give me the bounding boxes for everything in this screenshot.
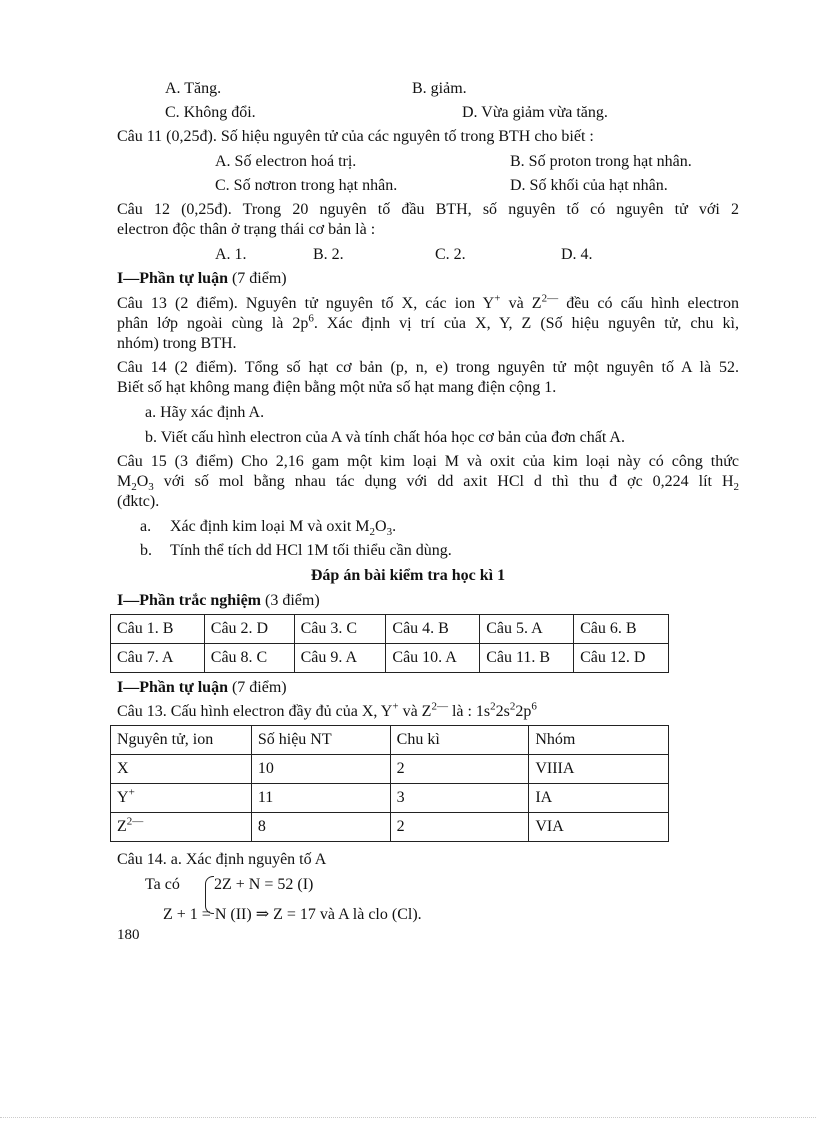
mc-answer-cell: Câu 11. B [480,644,574,673]
q15-line-3: (đktc). [117,493,160,510]
mc-answer-cell: Câu 6. B [574,615,669,644]
species-cell: $Z^{2—}$ [111,813,252,842]
implies-arrow-icon: ⇒ [255,906,270,923]
q14-line-2: Biết số hạt không mang điện bằng một nửa số hạt mang điện cộng 1. [117,379,557,396]
mc-section-heading: I—Phần trắc nghiệm (3 điểm) [117,592,320,609]
q15-line-2: $M_2O_3$ với số mol bằng nhau tác dụng với dd axit HCl d thì thu đ ợc 0,224 lít $H_2$ [117,473,739,494]
mc-answer-cell: Câu 10. A [386,644,480,673]
mc-answer-cell: Câu 8. C [204,644,294,673]
table-row [111,755,669,784]
period-cell: 2 [390,813,529,842]
q10-option-c: C. Không đổi. [165,104,256,121]
answer-13-table [110,725,669,842]
mc-answers-row [111,615,669,644]
q10-option-a: A. Tăng. [165,80,222,97]
q13-line-1: Câu 13 (2 điểm). Nguyên tử nguyên tố X, các ion Y+ và $Z^{2—}$ đều có cấu hình electron [117,292,740,312]
table-row [111,813,669,842]
q15-part-a: Xác định kim loại M và oxit $M_2O_3$. [170,518,397,539]
answer-14-taco: Ta có [145,876,180,893]
mc-answers-table [110,614,669,673]
q12-option-c: C. 2. [435,246,466,263]
atomic-number-cell: 10 [251,755,390,784]
essay-answers-heading: I—Phần tự luận (7 điểm) [117,679,287,696]
q12-option-a: A. 1. [215,246,247,263]
q14-line-1: Câu 14 (2 điểm). Tổng số hạt cơ bản (p, n, e) trong nguyên tử một nguyên tố A là 52. [117,359,739,376]
q15-part-b-label: b. [140,542,152,559]
table-header-row [111,726,669,755]
atomic-number-cell: 8 [251,813,390,842]
q15-part-b: Tính thể tích dd HCl 1M tối thiểu cần dùng. [170,542,452,559]
q10-option-b: B. giảm. [412,80,467,97]
mc-answer-cell: Câu 7. A [111,644,205,673]
mc-answer-cell: Câu 12. D [574,644,669,673]
page-bottom-divider [0,1117,816,1118]
column-header: Nhóm [529,726,669,755]
group-cell: IA [529,784,669,813]
species-cell: X [111,755,252,784]
q11-option-d: D. Số khối của hạt nhân. [510,177,668,194]
answer-13-config: Câu 13. Cấu hình electron đầy đủ của X, Y+ và $Z^{2—}$ là : $1s^22s^22p^6$ [117,700,537,720]
group-cell: VIIIA [529,755,669,784]
answer-key-title: Đáp án bài kiểm tra học kì 1 [310,567,506,584]
column-header: Nguyên tử, ion [111,726,252,755]
atomic-number-cell: 11 [251,784,390,813]
mc-answer-cell: Câu 3. C [294,615,386,644]
period-cell: 3 [390,784,529,813]
mc-answer-cell: Câu 2. D [204,615,294,644]
mc-answer-cell: Câu 9. A [294,644,386,673]
mc-answer-cell: Câu 5. A [480,615,574,644]
q12-option-d: D. 4. [561,246,593,263]
essay-section-heading: I—Phần tự luận (7 điểm) [117,270,287,287]
mc-answer-cell: Câu 4. B [386,615,480,644]
q14-part-a: a. Hãy xác định A. [145,404,265,421]
q12-line-2: electron độc thân ở trạng thái cơ bản là : [117,221,376,238]
q12-option-b: B. 2. [313,246,344,263]
q15-line-1: Câu 15 (3 điểm) Cho 2,16 gam một kim loại M và oxit của kim loại này có công thức [117,453,739,470]
column-header: Chu kì [390,726,529,755]
q11-option-b: B. Số proton trong hạt nhân. [510,153,692,170]
column-header: Số hiệu NT [251,726,390,755]
q12-line-1: Câu 12 (0,25đ). Trong 20 nguyên tố đầu BTH, số nguyên tố có nguyên tử với 2 [117,201,739,218]
q10-option-d: D. Vừa giảm vừa tăng. [462,104,608,121]
species-cell: Y+ [111,784,252,813]
q11-option-c: C. Số nơtron trong hạt nhân. [215,177,398,194]
period-cell: 2 [390,755,529,784]
mc-answer-cell: Câu 1. B [111,615,205,644]
q14-part-b: b. Viết cấu hình electron của A và tính chất hóa học cơ bản của đơn chất A. [145,429,625,446]
answer-14-title: Câu 14. a. Xác định nguyên tố A [117,851,327,868]
q13-line-3: nhóm) trong BTH. [117,335,237,352]
answer-14-equation-1: 2Z + N = 52 (I) [214,876,314,893]
table-row [111,784,669,813]
q11-stem: Câu 11 (0,25đ). Số hiệu nguyên tử của các nguyên tố trong BTH cho biết : [117,128,594,145]
mc-answers-row [111,644,669,673]
page-number: 180 [117,927,140,943]
answer-14-equation-2: Z + 1 = N (II) ⇒ Z = 17 và A là clo (Cl). [163,906,422,923]
q13-line-2: phân lớp ngoài cùng là $2p^6$. Xác định vị trí của X, Y, Z (Số hiệu nguyên tử, chu kì, [117,312,739,332]
q15-part-a-label: a. [140,518,152,535]
group-cell: VIA [529,813,669,842]
q11-option-a: A. Số electron hoá trị. [215,153,357,170]
